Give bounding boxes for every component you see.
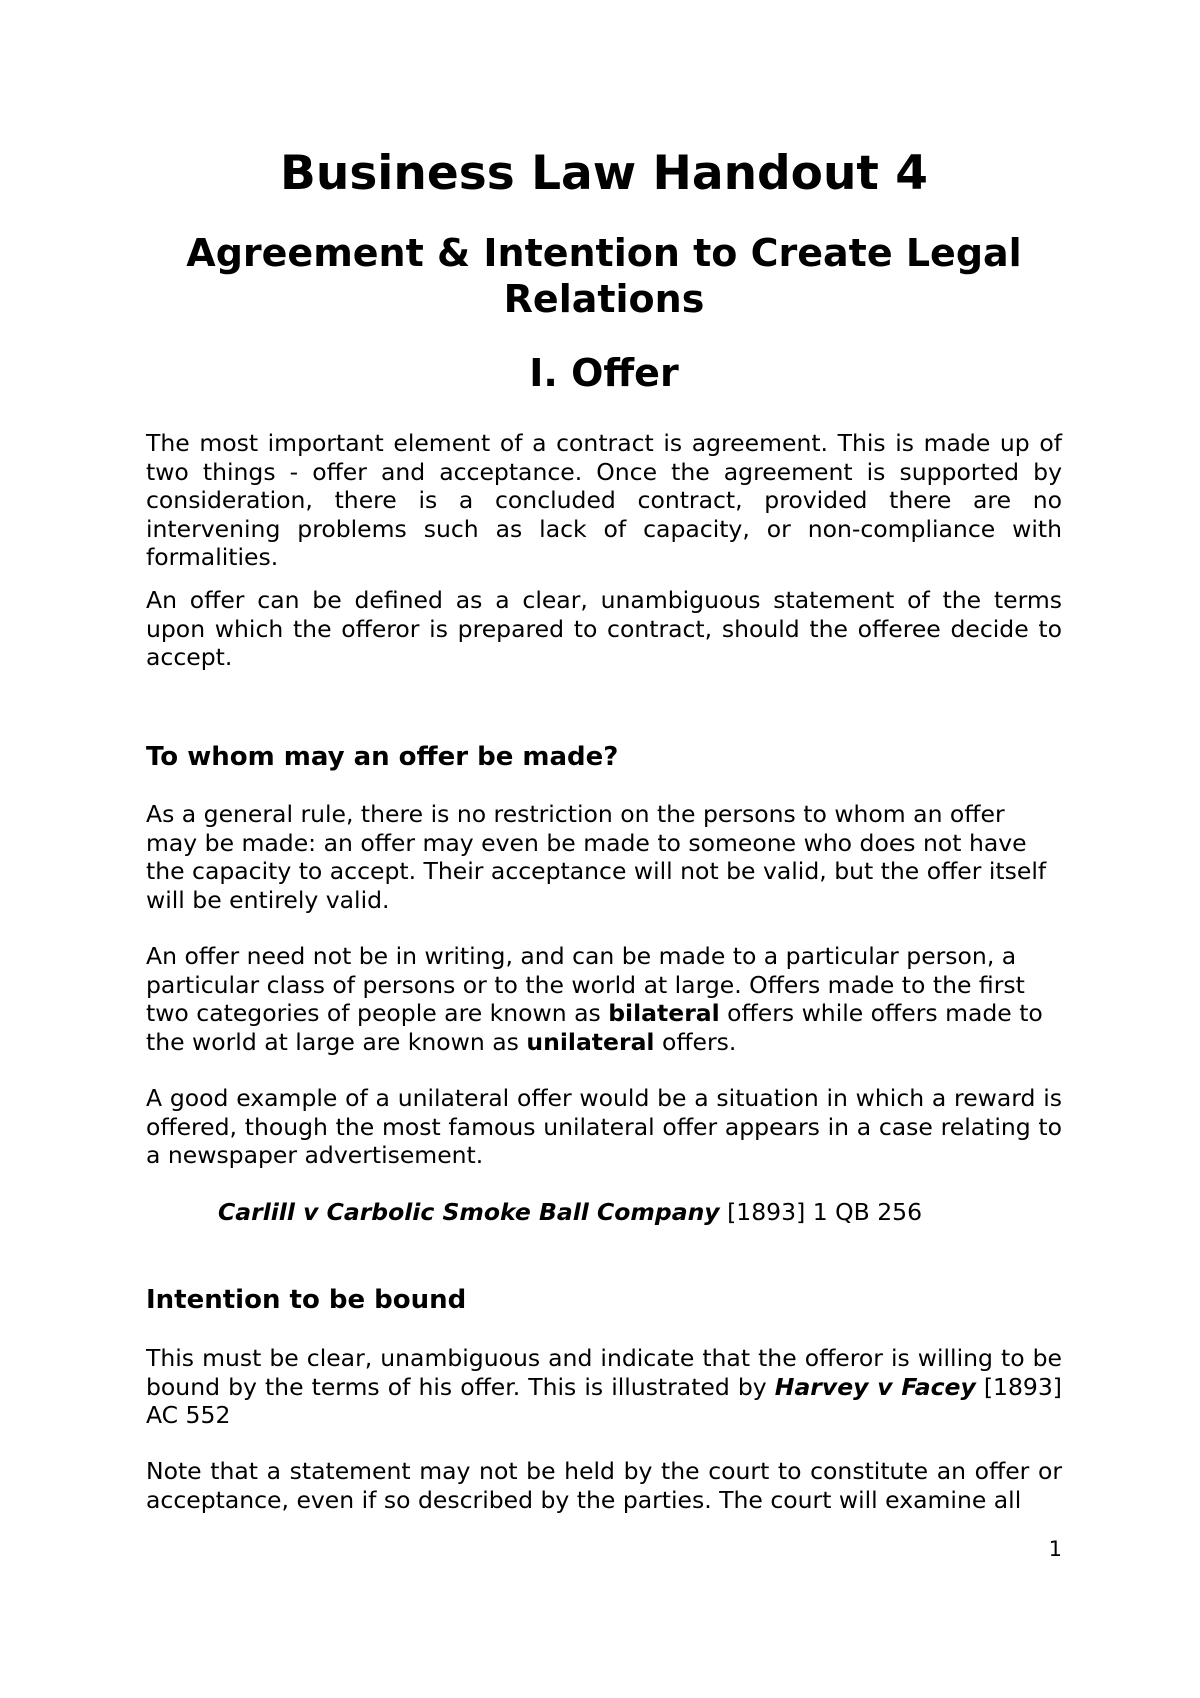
case-name-carlill: Carlill v Carbolic Smoke Ball Company [218,1198,720,1226]
to-whom-paragraph-3: A good example of a unilateral offer would be a situation in which a reward is offered, though the most famous unilateral offer appears in a case relating to a newspaper advertisement. [146,1084,1062,1169]
term-unilateral: unilateral [526,1027,655,1056]
document-subtitle: Agreement & Intention to Create Legal Relations [186,231,1022,321]
to-whom-paragraph-1: As a general rule, there is no restriction on the persons to whom an offer may be made: an offer may even be made to someone who does not have the capacity to accept. Their acceptance will not be valid, but the offer itself will be entirely valid. [146,800,1047,914]
intention-paragraph-2: Note that a statement may not be held by the court to constitute an offer or acceptance, even if so described by the parties. The court will examine all [146,1457,1062,1514]
page-number: 1 [1048,1537,1062,1561]
to-whom-p2-text-a: An offer need not be in writing, and can be made to a particular person, a particular class of persons or to the world at large. Offers made to the first two categories of people are known as [146,942,1025,1027]
heading-intention: Intention to be bound [146,1285,467,1315]
offer-paragraph-1: The most important element of a contract is agreement. This is made up of two things - offer and acceptance. Once the agreement is supported by consideration, there is a concluded contract, provided there are no intervening problems such as lack of capacity, or non-compliance with formalities. [146,429,1062,571]
heading-to-whom: To whom may an offer be made? [146,742,619,772]
intention-p1-text-b: [1893] AC 552 [146,1372,1062,1429]
section-title-offer: I. Offer [529,351,679,395]
to-whom-p2-text-c: offers. [654,1027,737,1056]
case-reference-carlill: [1893] 1 QB 256 [719,1198,923,1226]
to-whom-p2-text-b: offers while offers made to the world at large are known as [146,999,1043,1056]
case-name-harvey: Harvey v Facey [774,1372,976,1401]
document-title: Business Law Handout 4 [280,146,928,201]
term-bilateral: bilateral [608,999,720,1027]
offer-paragraph-2: An offer can be defined as a clear, unambiguous statement of the terms upon which the offeror is prepared to contract, should the offeree decide to accept. [146,586,1062,671]
to-whom-paragraph-2 [146,942,1062,1056]
intention-p1-text-a: This must be clear, unambiguous and indicate that the offeror is willing to be bound by the terms of his offer. This is illustrated by [146,1344,1062,1401]
intention-paragraph-1 [146,1344,1062,1430]
case-citation-carlill [218,1198,1062,1227]
